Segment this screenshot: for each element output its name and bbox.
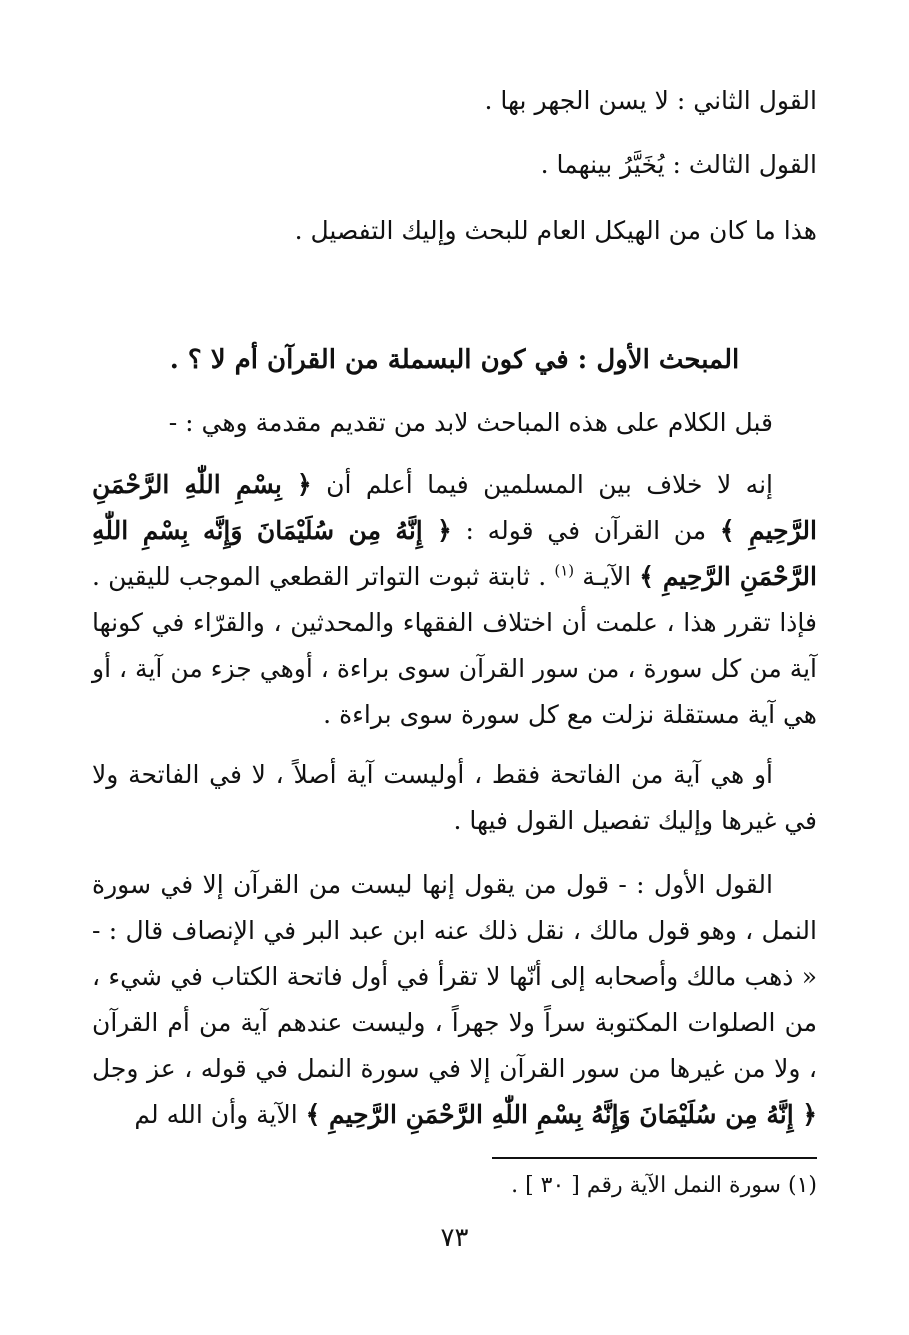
paragraph-1 <box>92 462 817 738</box>
page-number: ٧٣ <box>440 1223 469 1253</box>
mabhath-heading: المبحث الأول : في كون البسملة من القرآن أم لا ؟ . <box>169 345 740 375</box>
ayah-naml-30: ﴿ إِنَّهُ مِن سُلَيْمَانَ وَإِنَّه بِسْمِ اللّٰهِ الرَّحْمَنِ الرَّحِيمِ ﴾ <box>92 516 817 591</box>
footnote-ref[interactable]: (١) <box>554 561 575 580</box>
p3-text-a: القول الأول : - قول من يقول إنها ليست من القرآن إلا في سورة النمل ، وهو قول مالك ، نقل ذلك عنه ابن عبد البر في الإنصاف قال : - « ذهب مالك وأصحابه إلى أنّها لا تقرأ في أول فاتحة الكتاب في شيء ، من الصلوات المكتوبة سراً ولا جهراً ، وليست عندهم آية من أم القرآن ، ولا من غيرها من سور القرآن إلا في سورة النمل في قوله ، عز وجل <box>92 870 817 1083</box>
p1-text-d: . ثابتة ثبوت التواتر القطعي الموجب لليقين . فإذا تقرر هذا ، علمت أن اختلاف الفقهاء والمحدثين ، والقرّاء في كونها آية من كل سورة ، من سور القرآن سوى براءة ، أوهي جزء من آية ، أو هي آية مستقلة نزلت مع كل سورة سوى براءة . <box>92 562 817 729</box>
footnote-divider <box>492 1157 817 1159</box>
intro-line: قبل الكلام على هذه المباحث لابد من تقديم مقدمة وهي : - <box>168 408 773 437</box>
p1-text-b: من القرآن في قوله : <box>465 516 707 545</box>
footnote: (١) سورة النمل الآية رقم [ ٣٠ ] . <box>511 1173 817 1198</box>
structure-note-line: هذا ما كان من الهيكل العام للبحث وإليك التفصيل . <box>294 216 817 245</box>
ayah-basmala: ﴿ بِسْمِ اللّٰهِ الرَّحْمَنِ الرَّحِيمِ ﴾ <box>92 470 817 545</box>
p1-text-a: إنه لا خلاف بين المسلمين فيما أعلم أن <box>326 470 773 499</box>
paragraph-3 <box>92 862 817 1138</box>
ayah-naml-30-quote: ﴿ إِنَّهُ مِن سُلَيْمَانَ وَإِنَّهُ بِسْمِ اللّٰهِ الرَّحْمَنِ الرَّحِيمِ ﴾ <box>305 1100 817 1129</box>
qawl-thalith-line: القول الثالث : يُخَيَّرُ بينهما . <box>540 150 817 179</box>
qawl-thani-line: القول الثاني : لا يسن الجهر بها . <box>484 86 817 115</box>
p3-text-b: الآية وأن الله لم <box>134 1100 298 1129</box>
paragraph-2: أو هي آية من الفاتحة فقط ، أوليست آية أصلاً ، لا في الفاتحة ولا في غيرها وإليك تفصيل القول فيها . <box>92 760 817 835</box>
p1-text-c: الآيـة <box>582 562 632 591</box>
